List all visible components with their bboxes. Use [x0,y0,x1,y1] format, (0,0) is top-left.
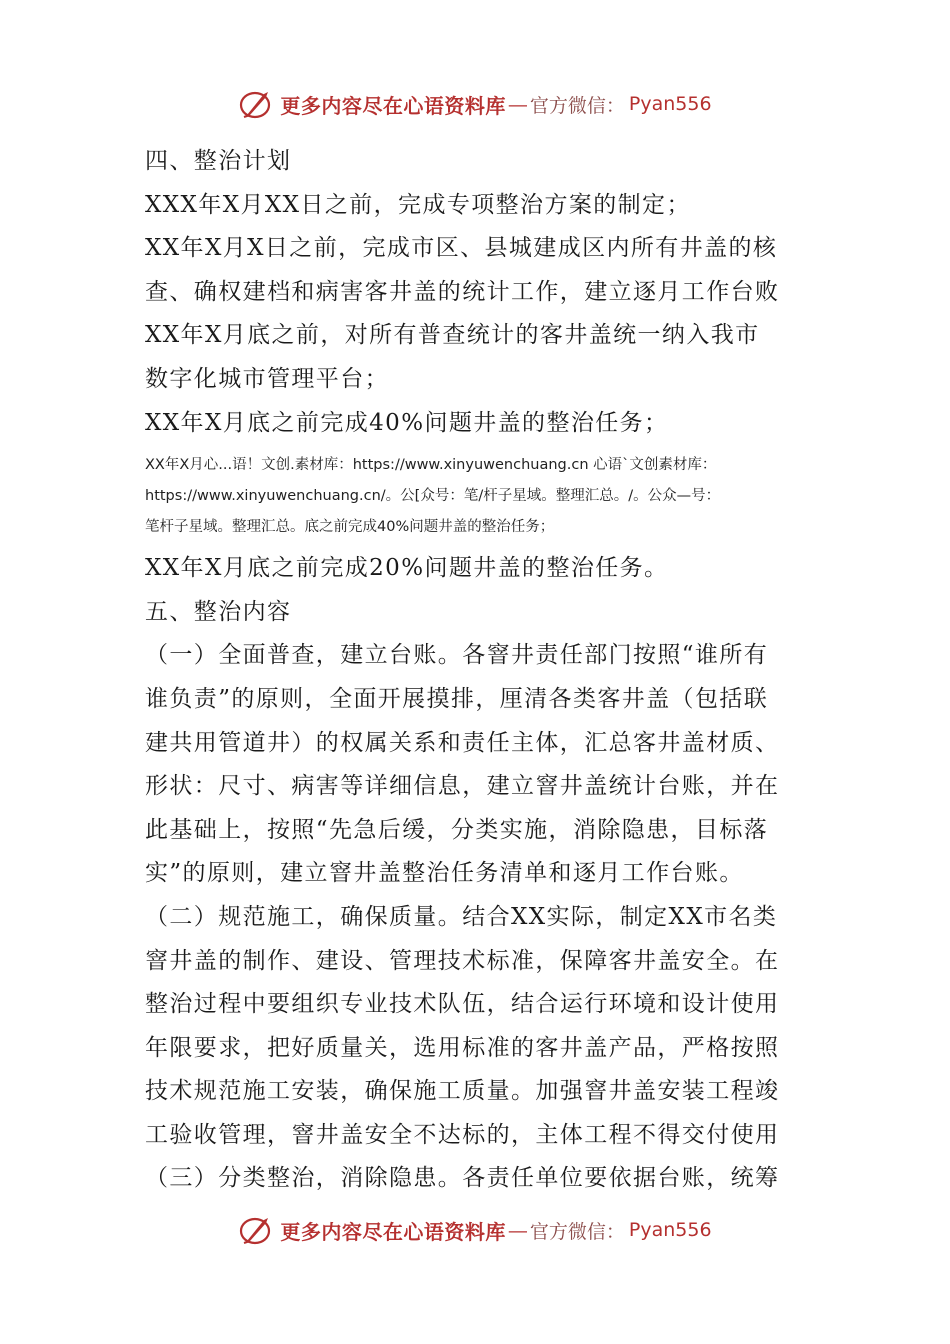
paragraph-line: XXX年X月XX日之前，完成专项整治方案的制定； [145,191,691,218]
paragraph-line: 此基础上，按照“先急后缓，分类实施，消除隐患，目标落 [145,816,769,843]
footer-wechat-label: 官方微信： [529,1220,625,1243]
paragraph-line: XX年X月X日之前，完成市区、县城建成区内所有井盖的核 [145,235,778,262]
footer-banner [0,1210,950,1250]
paragraph-line: 工验收管理，窨井盖安全不达标的，主体工程不得交付使用 [145,1121,780,1148]
header-banner [0,84,950,124]
watermark-note-line: 笔杆子星域。整理汇总。底之前完成40%问题井盖的整治任务； [145,519,555,536]
header-separator: — [507,92,528,116]
paragraph-line: XX年X月底之前完成40%问题井盖的整治任务； [145,409,669,436]
paragraph-line: 窨井盖的制作、建设、管理技术标准，保障客井盖安全。在 [145,947,780,974]
section-heading: 五、整治内容 [145,598,292,625]
watermark-note-line: https://www.xinyuwenchuang.cn/。公[众号：笔/杆子星域。整理汇总。/。公众—号： [145,488,721,505]
paragraph-line: 数字化城市管理平台； [145,365,389,392]
paragraph-line: （二）规范施工，确保质量。结合XX实际，制定XX市名类 [145,903,778,930]
paragraph-line: 整治过程中要组织专业技术队伍，结合运行环境和设计使用 [145,991,780,1018]
footer-separator: — [507,1218,528,1242]
footer-wechat-id: Pyan556 [628,1219,712,1241]
paragraph-line: （一）全面普查，建立台账。各窨井责任部门按照“谁所有 [145,642,769,669]
paragraph-line: XX年X月底之前完成20%问题井盖的整治任务。 [145,555,669,582]
paragraph-line: 形状：尺寸、病害等详细信息，建立窨井盖统计台账，并在 [145,773,780,800]
watermark-note-line: XX年X月心...语！文创.素材库：https://www.xinyuwenchuang.cn 心语`文创素材库： [145,457,717,474]
document-body [145,140,825,1201]
header-slogan: 更多内容尽在心语资料库 [280,93,506,118]
quill-pen-logo-icon [238,1212,274,1248]
header-wechat-label: 官方微信： [529,94,625,117]
paragraph-line: 建共用管道井）的权属关系和责任主体，汇总客井盖材质、 [145,729,780,756]
paragraph-line: 谁负责”的原则，全面开展摸排，厘清各类客井盖（包括联 [145,685,769,712]
section-heading: 四、整治计划 [145,148,292,174]
header-wechat-id: Pyan556 [628,93,712,115]
quill-pen-logo-icon [238,86,274,122]
paragraph-line: 技术规范施工安装，确保施工质量。加强窨井盖安装工程竣 [145,1078,780,1105]
paragraph-line: 年限要求，把好质量关，选用标准的客井盖产品，严格按照 [145,1034,780,1061]
paragraph-line: 实”的原则，建立窨井盖整治任务清单和逐月工作台账。 [145,860,744,887]
footer-slogan: 更多内容尽在心语资料库 [280,1219,506,1244]
paragraph-line: XX年X月底之前，对所有普查统计的客井盖统一纳入我市 [145,322,760,349]
paragraph-line: （三）分类整治，消除隐患。各责任单位要依据台账，统筹 [145,1165,780,1192]
paragraph-line: 查、确权建档和病害客井盖的统计工作，建立逐月工作台败 [145,278,780,305]
